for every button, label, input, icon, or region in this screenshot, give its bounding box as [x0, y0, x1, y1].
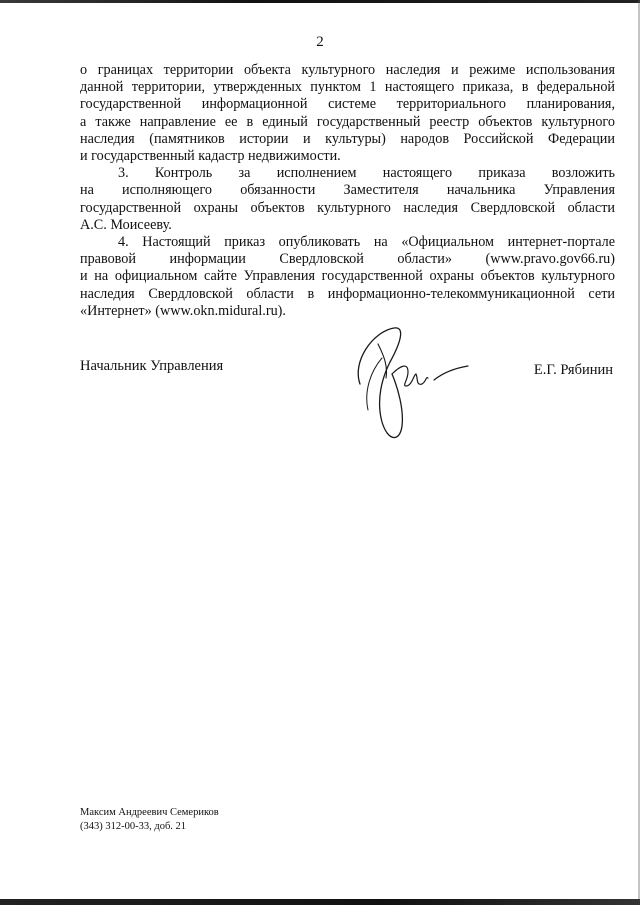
- body-line: и государственный кадастр недвижимости.: [80, 148, 341, 165]
- signatory-title: Начальник Управления: [80, 358, 224, 374]
- scan-edge-bottom: [0, 899, 640, 905]
- paragraph-3-start: 3. Контроль за исполнением настоящего приказа возложить: [118, 165, 615, 182]
- body-line: наследия Свердловской области в информационно-телекоммуникационной сети: [80, 285, 615, 302]
- body-line: а также направление ее в единый государственный реестр объектов культурного: [80, 113, 615, 130]
- signatory-name: Е.Г. Рябинин: [533, 362, 613, 378]
- body-line: наследия (памятников истории и культуры) народов Российской Федерации: [80, 130, 615, 147]
- paragraph-4-start: 4. Настоящий приказ опубликовать на «Официальном интернет-портале: [118, 234, 615, 251]
- body-line: правовой информации Свердловской области» (www.pravo.gov66.ru): [80, 251, 615, 268]
- handwritten-signature: [342, 322, 482, 462]
- executor-info: [80, 806, 219, 834]
- body-line: на исполняющего обязанности Заместителя начальника Управления: [80, 182, 615, 199]
- body-line: и на официальном сайте Управления государственной охраны объектов культурного: [80, 268, 615, 285]
- body-line: о границах территории объекта культурного наследия и режиме использования: [80, 62, 615, 78]
- body-line: данной территории, утвержденных пунктом 1 настоящего приказа, в федеральной: [80, 79, 615, 96]
- body-line: «Интернет» (www.okn.midural.ru).: [80, 302, 286, 319]
- body-line: государственной охраны объектов культурного наследия Свердловской области: [80, 199, 615, 216]
- body-line: государственной информационной системе территориального планирования,: [80, 96, 615, 113]
- body-line: А.С. Моисееву.: [80, 216, 172, 233]
- executor-name: Максим Андреевич Семериков: [80, 807, 219, 818]
- executor-phone: (343) 312-00-33, доб. 21: [80, 821, 187, 832]
- page-number: 2: [316, 34, 324, 50]
- signature-block: [80, 354, 615, 464]
- document-body: [80, 62, 615, 320]
- scan-edge-top: [0, 0, 640, 3]
